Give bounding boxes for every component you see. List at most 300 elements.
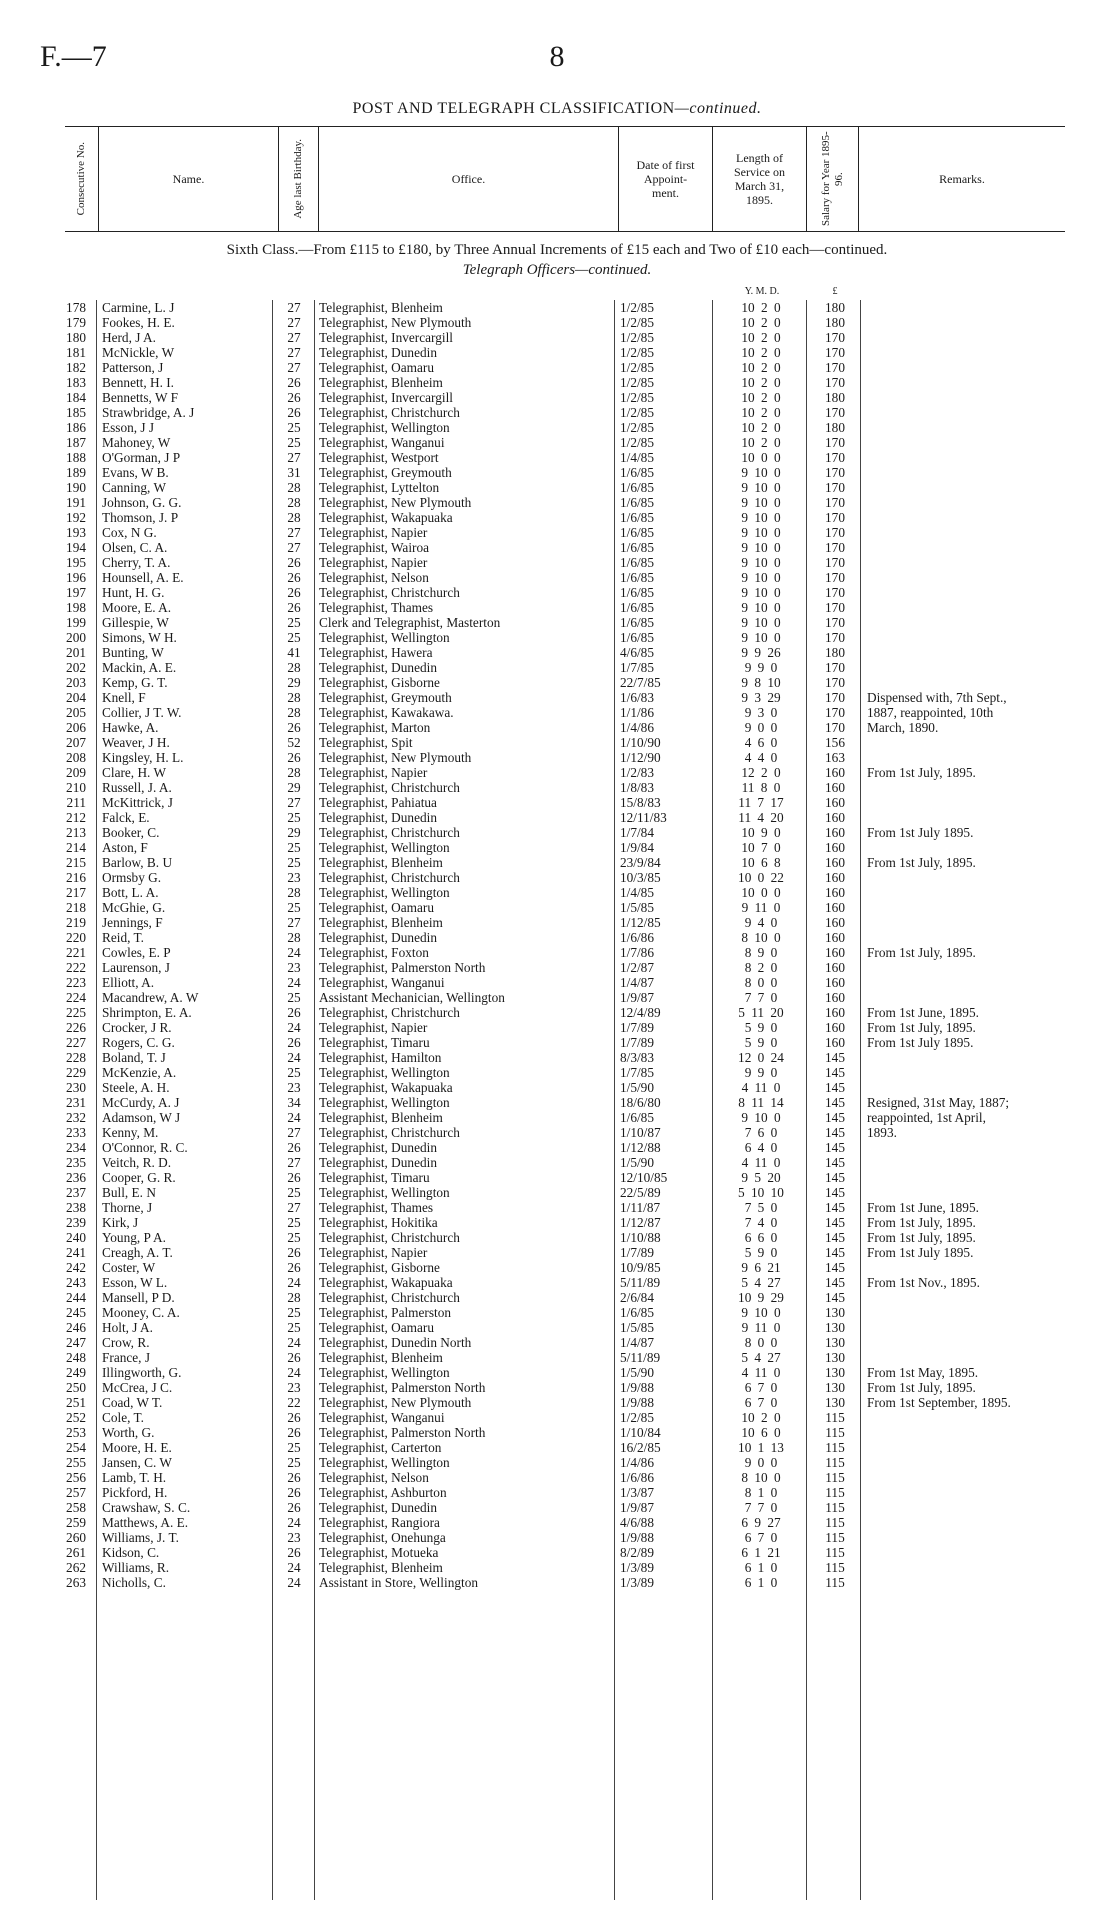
row-office: Telegraphist, Blenheim bbox=[319, 855, 443, 870]
header-remarks-label: Remarks. bbox=[939, 172, 985, 186]
row-service: 5 11 20 bbox=[738, 1005, 784, 1020]
row-salary: 145 bbox=[825, 1095, 845, 1110]
row-date: 1/6/85 bbox=[620, 465, 654, 480]
row-service: 10 2 0 bbox=[741, 315, 781, 330]
table-row bbox=[0, 1350, 1114, 1365]
row-date: 12/4/89 bbox=[620, 1005, 661, 1020]
row-date: 1/4/85 bbox=[620, 885, 654, 900]
row-office: Telegraphist, Dunedin bbox=[319, 660, 437, 675]
row-office: Telegraphist, Blenheim bbox=[319, 375, 443, 390]
row-name: Esson, J J bbox=[102, 420, 155, 435]
row-office: Telegraphist, Napier bbox=[319, 1020, 428, 1035]
row-number: 221 bbox=[66, 945, 86, 960]
row-name: Collier, J T. W. bbox=[102, 705, 182, 720]
row-office: Telegraphist, Oamaru bbox=[319, 900, 435, 915]
row-number: 202 bbox=[66, 660, 86, 675]
row-name: France, J bbox=[102, 1350, 150, 1365]
row-office: Telegraphist, Dunedin bbox=[319, 1155, 437, 1170]
row-date: 1/10/87 bbox=[620, 1125, 661, 1140]
row-office: Assistant Mechanician, Wellington bbox=[319, 990, 505, 1005]
row-name: Booker, C. bbox=[102, 825, 160, 840]
row-service: 9 10 0 bbox=[741, 510, 781, 525]
row-age: 25 bbox=[287, 1440, 301, 1455]
table-row bbox=[0, 795, 1114, 810]
row-office: Telegraphist, Westport bbox=[319, 450, 439, 465]
row-salary: 145 bbox=[825, 1185, 845, 1200]
table-row bbox=[0, 1545, 1114, 1560]
row-salary: 160 bbox=[825, 870, 845, 885]
row-date: 1/6/85 bbox=[620, 630, 654, 645]
row-office: Telegraphist, Motueka bbox=[319, 1545, 439, 1560]
table-row bbox=[0, 765, 1114, 780]
row-age: 27 bbox=[287, 1155, 301, 1170]
table-row bbox=[0, 1335, 1114, 1350]
row-age: 25 bbox=[287, 1320, 301, 1335]
row-number: 189 bbox=[66, 465, 86, 480]
table-row bbox=[0, 1275, 1114, 1290]
row-number: 232 bbox=[66, 1110, 86, 1125]
row-age: 25 bbox=[287, 630, 301, 645]
row-salary: 115 bbox=[825, 1485, 845, 1500]
row-office: Telegraphist, Wellington bbox=[319, 1185, 450, 1200]
row-service: 9 9 26 bbox=[741, 645, 781, 660]
table-row bbox=[0, 480, 1114, 495]
row-age: 26 bbox=[287, 405, 301, 420]
table-row bbox=[0, 1515, 1114, 1530]
row-age: 28 bbox=[287, 705, 301, 720]
row-date: 1/4/85 bbox=[620, 450, 654, 465]
row-salary: 170 bbox=[825, 690, 845, 705]
table-row bbox=[0, 990, 1114, 1005]
row-number: 248 bbox=[66, 1350, 86, 1365]
row-service: 9 10 0 bbox=[741, 495, 781, 510]
row-salary: 170 bbox=[825, 495, 845, 510]
row-office: Telegraphist, Palmerston North bbox=[319, 1425, 486, 1440]
row-office: Telegraphist, Dunedin bbox=[319, 1140, 437, 1155]
row-date: 1/2/85 bbox=[620, 405, 654, 420]
row-number: 231 bbox=[66, 1095, 86, 1110]
row-name: Coad, W T. bbox=[102, 1395, 163, 1410]
row-salary: 170 bbox=[825, 615, 845, 630]
row-salary: 170 bbox=[825, 600, 845, 615]
row-number: 253 bbox=[66, 1425, 86, 1440]
row-name: Adamson, W J bbox=[102, 1110, 181, 1125]
units-salary: £ bbox=[832, 286, 838, 297]
row-name: Canning, W bbox=[102, 480, 167, 495]
table-row bbox=[0, 1170, 1114, 1185]
row-age: 27 bbox=[287, 450, 301, 465]
table-row bbox=[0, 1080, 1114, 1095]
row-office: Telegraphist, Gisborne bbox=[319, 1260, 440, 1275]
row-age: 26 bbox=[287, 720, 301, 735]
header-age-label: Age last Birthday. bbox=[292, 139, 304, 219]
row-name: Thomson, J. P bbox=[102, 510, 179, 525]
row-age: 26 bbox=[287, 1140, 301, 1155]
table-row bbox=[0, 1140, 1114, 1155]
row-office: Telegraphist, New Plymouth bbox=[319, 495, 472, 510]
class-heading: Sixth Class.—From £115 to £180, by Three Annual Increments of £15 each and Two of £10 each—continued. bbox=[226, 242, 888, 258]
row-service: 8 9 0 bbox=[744, 945, 778, 960]
table-row bbox=[0, 1065, 1114, 1080]
table-row bbox=[0, 1260, 1114, 1275]
row-salary: 170 bbox=[825, 705, 845, 720]
row-service: 9 10 0 bbox=[741, 540, 781, 555]
row-office: Telegraphist, Dunedin bbox=[319, 1500, 437, 1515]
row-number: 244 bbox=[66, 1290, 86, 1305]
row-service: 5 4 27 bbox=[741, 1350, 781, 1365]
row-age: 28 bbox=[287, 690, 301, 705]
row-name: Pickford, H. bbox=[102, 1485, 168, 1500]
row-name: Bennett, H. I. bbox=[102, 375, 175, 390]
row-service: 4 11 0 bbox=[741, 1365, 781, 1380]
row-date: 10/3/85 bbox=[620, 870, 661, 885]
row-number: 188 bbox=[66, 450, 86, 465]
row-number: 198 bbox=[66, 600, 86, 615]
row-service: 9 0 0 bbox=[744, 1455, 778, 1470]
row-date: 1/7/89 bbox=[620, 1020, 654, 1035]
row-number: 247 bbox=[66, 1335, 86, 1350]
row-number: 187 bbox=[66, 435, 86, 450]
row-age: 26 bbox=[287, 750, 301, 765]
row-age: 25 bbox=[287, 840, 301, 855]
row-date: 1/6/85 bbox=[620, 555, 654, 570]
row-number: 194 bbox=[66, 540, 86, 555]
row-service: 4 6 0 bbox=[744, 735, 778, 750]
row-age: 24 bbox=[287, 1515, 301, 1530]
row-office: Telegraphist, Christchurch bbox=[319, 1290, 460, 1305]
row-salary: 160 bbox=[825, 915, 845, 930]
row-age: 24 bbox=[287, 1020, 301, 1035]
row-number: 251 bbox=[66, 1395, 86, 1410]
row-age: 25 bbox=[287, 420, 301, 435]
row-age: 27 bbox=[287, 525, 301, 540]
row-service: 6 7 0 bbox=[744, 1380, 778, 1395]
row-office: Telegraphist, Wellington bbox=[319, 885, 450, 900]
row-salary: 170 bbox=[825, 540, 845, 555]
row-date: 1/11/87 bbox=[620, 1200, 661, 1215]
row-age: 24 bbox=[287, 1575, 301, 1590]
row-date: 5/11/89 bbox=[620, 1350, 661, 1365]
row-service: 10 2 0 bbox=[741, 390, 781, 405]
row-office: Telegraphist, Napier bbox=[319, 525, 428, 540]
row-name: Cooper, G. R. bbox=[102, 1170, 176, 1185]
row-name: Cole, T. bbox=[102, 1410, 144, 1425]
table-row bbox=[0, 930, 1114, 945]
row-age: 23 bbox=[287, 870, 301, 885]
row-age: 24 bbox=[287, 1335, 301, 1350]
row-service: 9 5 20 bbox=[741, 1170, 781, 1185]
row-salary: 160 bbox=[825, 990, 845, 1005]
row-number: 234 bbox=[66, 1140, 86, 1155]
row-salary: 170 bbox=[825, 450, 845, 465]
row-name: Mansell, P D. bbox=[102, 1290, 175, 1305]
row-number: 214 bbox=[66, 840, 86, 855]
row-number: 210 bbox=[66, 780, 86, 795]
table-row bbox=[0, 720, 1114, 735]
row-number: 260 bbox=[66, 1530, 86, 1545]
row-service: 8 0 0 bbox=[744, 1335, 778, 1350]
row-number: 212 bbox=[66, 810, 86, 825]
table-row bbox=[0, 1380, 1114, 1395]
row-name: Laurenson, J bbox=[102, 960, 170, 975]
table-row bbox=[0, 1485, 1114, 1500]
row-office: Telegraphist, Wellington bbox=[319, 1455, 450, 1470]
table-row bbox=[0, 1095, 1114, 1110]
row-office: Telegraphist, Wellington bbox=[319, 1065, 450, 1080]
row-date: 1/2/85 bbox=[620, 360, 654, 375]
table-row bbox=[0, 375, 1114, 390]
row-name: Young, P A. bbox=[102, 1230, 166, 1245]
row-name: Shrimpton, E. A. bbox=[102, 1005, 192, 1020]
row-salary: 160 bbox=[825, 930, 845, 945]
row-service: 5 10 10 bbox=[738, 1185, 784, 1200]
row-service: 11 4 20 bbox=[738, 810, 784, 825]
row-salary: 115 bbox=[825, 1545, 845, 1560]
row-office: Telegraphist, Timaru bbox=[319, 1170, 430, 1185]
row-office: Telegraphist, Timaru bbox=[319, 1035, 430, 1050]
row-salary: 170 bbox=[825, 585, 845, 600]
row-date: 23/9/84 bbox=[620, 855, 661, 870]
row-remarks: 1893. bbox=[867, 1125, 897, 1140]
row-office: Telegraphist, Christchurch bbox=[319, 780, 460, 795]
row-remarks: reappointed, 1st April, bbox=[867, 1110, 986, 1125]
row-office: Telegraphist, Wakapuaka bbox=[319, 1275, 453, 1290]
row-name: Kenny, M. bbox=[102, 1125, 159, 1140]
row-name: Ormsby G. bbox=[102, 870, 162, 885]
row-number: 211 bbox=[66, 795, 86, 810]
row-number: 218 bbox=[66, 900, 86, 915]
row-office: Telegraphist, Wakapuaka bbox=[319, 1080, 453, 1095]
row-service: 9 9 0 bbox=[744, 1065, 778, 1080]
row-office: Telegraphist, Hamilton bbox=[319, 1050, 442, 1065]
row-number: 257 bbox=[66, 1485, 86, 1500]
row-name: McGhie, G. bbox=[102, 900, 166, 915]
row-date: 1/2/85 bbox=[620, 375, 654, 390]
row-service: 10 2 0 bbox=[741, 345, 781, 360]
row-date: 1/5/90 bbox=[620, 1155, 654, 1170]
row-age: 27 bbox=[287, 1125, 301, 1140]
row-remarks: From 1st June, 1895. bbox=[867, 1005, 979, 1020]
row-number: 256 bbox=[66, 1470, 86, 1485]
table-row bbox=[0, 1560, 1114, 1575]
row-salary: 130 bbox=[825, 1365, 845, 1380]
row-office: Telegraphist, Christchurch bbox=[319, 585, 460, 600]
row-salary: 145 bbox=[825, 1155, 845, 1170]
row-age: 26 bbox=[287, 570, 301, 585]
table-row bbox=[0, 1110, 1114, 1125]
row-age: 23 bbox=[287, 1380, 301, 1395]
table-row bbox=[0, 330, 1114, 345]
row-salary: 156 bbox=[825, 735, 845, 750]
row-salary: 115 bbox=[825, 1560, 845, 1575]
row-service: 10 2 0 bbox=[741, 405, 781, 420]
row-office: Telegraphist, Christchurch bbox=[319, 825, 460, 840]
title-suffix: —continued. bbox=[674, 100, 762, 117]
row-date: 1/2/85 bbox=[620, 390, 654, 405]
row-name: Fookes, H. E. bbox=[102, 315, 175, 330]
table-row bbox=[0, 960, 1114, 975]
table-row bbox=[0, 570, 1114, 585]
row-remarks: From 1st September, 1895. bbox=[867, 1395, 1011, 1410]
row-number: 242 bbox=[66, 1260, 86, 1275]
header-salary-label: Salary for Year 1895-96. bbox=[819, 131, 845, 227]
table-row bbox=[0, 1470, 1114, 1485]
row-remarks: From 1st July, 1895. bbox=[867, 1215, 976, 1230]
row-remarks: From 1st July 1895. bbox=[867, 1035, 974, 1050]
sub-heading-text: Telegraph Officers—continued. bbox=[462, 262, 652, 278]
row-salary: 160 bbox=[825, 1020, 845, 1035]
row-date: 2/6/84 bbox=[620, 1290, 654, 1305]
row-salary: 163 bbox=[825, 750, 845, 765]
page-identifier: F.—7 bbox=[40, 40, 107, 73]
row-date: 1/9/87 bbox=[620, 990, 654, 1005]
row-date: 22/5/89 bbox=[620, 1185, 661, 1200]
table-row bbox=[0, 345, 1114, 360]
row-date: 22/7/85 bbox=[620, 675, 661, 690]
row-service: 6 4 0 bbox=[744, 1140, 778, 1155]
row-service: 4 11 0 bbox=[741, 1155, 781, 1170]
table-row bbox=[0, 1290, 1114, 1305]
row-salary: 170 bbox=[825, 570, 845, 585]
row-service: 7 5 0 bbox=[744, 1200, 778, 1215]
row-name: Reid, T. bbox=[102, 930, 144, 945]
row-age: 34 bbox=[287, 1095, 301, 1110]
row-salary: 115 bbox=[825, 1500, 845, 1515]
table-row bbox=[0, 1185, 1114, 1200]
row-name: Jennings, F bbox=[102, 915, 163, 930]
row-service: 11 7 17 bbox=[738, 795, 784, 810]
header-date bbox=[619, 127, 713, 231]
row-age: 28 bbox=[287, 510, 301, 525]
table-row bbox=[0, 1005, 1114, 1020]
row-date: 1/7/89 bbox=[620, 1035, 654, 1050]
row-service: 8 10 0 bbox=[741, 930, 781, 945]
row-name: Elliott, A. bbox=[102, 975, 155, 990]
row-office: Telegraphist, Napier bbox=[319, 765, 428, 780]
row-number: 185 bbox=[66, 405, 86, 420]
row-name: Crow, R. bbox=[102, 1335, 150, 1350]
row-service: 7 7 0 bbox=[744, 1500, 778, 1515]
row-service: 10 0 22 bbox=[738, 870, 784, 885]
row-salary: 170 bbox=[825, 660, 845, 675]
row-number: 195 bbox=[66, 555, 86, 570]
row-date: 4/6/88 bbox=[620, 1515, 654, 1530]
row-office: Telegraphist, Palmerston bbox=[319, 1305, 452, 1320]
row-office: Telegraphist, Oamaru bbox=[319, 1320, 435, 1335]
row-date: 1/6/85 bbox=[620, 600, 654, 615]
row-office: Telegraphist, Invercargill bbox=[319, 390, 453, 405]
row-date: 1/6/85 bbox=[620, 1110, 654, 1125]
row-service: 10 2 0 bbox=[741, 300, 781, 315]
row-number: 190 bbox=[66, 480, 86, 495]
table-row bbox=[0, 1245, 1114, 1260]
row-salary: 170 bbox=[825, 345, 845, 360]
table-row bbox=[0, 855, 1114, 870]
row-remarks: From 1st July, 1895. bbox=[867, 945, 976, 960]
row-date: 1/6/85 bbox=[620, 480, 654, 495]
row-office: Telegraphist, Greymouth bbox=[319, 690, 452, 705]
row-number: 226 bbox=[66, 1020, 86, 1035]
row-salary: 115 bbox=[825, 1425, 845, 1440]
row-number: 241 bbox=[66, 1245, 86, 1260]
row-number: 235 bbox=[66, 1155, 86, 1170]
header-length bbox=[713, 127, 807, 231]
row-office: Telegraphist, Rangiora bbox=[319, 1515, 440, 1530]
table-row bbox=[0, 1455, 1114, 1470]
header-name-label: Name. bbox=[172, 172, 205, 186]
row-office: Telegraphist, Nelson bbox=[319, 570, 429, 585]
row-number: 183 bbox=[66, 375, 86, 390]
row-salary: 130 bbox=[825, 1380, 845, 1395]
row-date: 1/9/88 bbox=[620, 1395, 654, 1410]
row-age: 24 bbox=[287, 975, 301, 990]
row-office: Telegraphist, Thames bbox=[319, 1200, 434, 1215]
row-remarks: Dispensed with, 7th Sept., bbox=[867, 690, 1007, 705]
row-salary: 180 bbox=[825, 300, 845, 315]
row-number: 186 bbox=[66, 420, 86, 435]
table-row bbox=[0, 1125, 1114, 1140]
row-date: 1/12/88 bbox=[620, 1140, 661, 1155]
row-salary: 170 bbox=[825, 675, 845, 690]
table-row bbox=[0, 690, 1114, 705]
table-row bbox=[0, 1425, 1114, 1440]
row-salary: 160 bbox=[825, 885, 845, 900]
row-remarks: Resigned, 31st May, 1887; bbox=[867, 1095, 1010, 1110]
row-office: Telegraphist, Dunedin bbox=[319, 345, 437, 360]
row-name: Cox, N G. bbox=[102, 525, 157, 540]
row-salary: 160 bbox=[825, 840, 845, 855]
row-service: 8 2 0 bbox=[744, 960, 778, 975]
table-row bbox=[0, 540, 1114, 555]
row-office: Telegraphist, Kawakawa. bbox=[319, 705, 454, 720]
row-name: Jansen, C. W bbox=[102, 1455, 172, 1470]
row-office: Telegraphist, Blenheim bbox=[319, 915, 443, 930]
row-service: 12 0 24 bbox=[738, 1050, 784, 1065]
row-service: 5 4 27 bbox=[741, 1275, 781, 1290]
row-name: Nicholls, C. bbox=[102, 1575, 166, 1590]
row-age: 24 bbox=[287, 1560, 301, 1575]
row-name: Clare, H. W bbox=[102, 765, 167, 780]
row-name: Bennetts, W F bbox=[102, 390, 178, 405]
row-office: Telegraphist, Onehunga bbox=[319, 1530, 446, 1545]
row-office: Telegraphist, Foxton bbox=[319, 945, 429, 960]
row-service: 6 9 27 bbox=[741, 1515, 781, 1530]
row-office: Telegraphist, Palmerston North bbox=[319, 960, 486, 975]
row-office: Telegraphist, Invercargill bbox=[319, 330, 453, 345]
row-service: 9 10 0 bbox=[741, 1305, 781, 1320]
row-date: 1/9/88 bbox=[620, 1530, 654, 1545]
row-number: 216 bbox=[66, 870, 86, 885]
row-office: Telegraphist, Wellington bbox=[319, 1095, 450, 1110]
row-service: 9 4 0 bbox=[744, 915, 778, 930]
row-remarks: From 1st July, 1895. bbox=[867, 1020, 976, 1035]
row-date: 1/6/83 bbox=[620, 690, 654, 705]
table-row bbox=[0, 705, 1114, 720]
row-date: 1/4/87 bbox=[620, 975, 654, 990]
row-name: Simons, W H. bbox=[102, 630, 177, 645]
row-date: 1/6/86 bbox=[620, 930, 654, 945]
row-date: 4/6/85 bbox=[620, 645, 654, 660]
row-age: 26 bbox=[287, 375, 301, 390]
row-age: 25 bbox=[287, 900, 301, 915]
row-age: 27 bbox=[287, 1200, 301, 1215]
row-service: 10 9 29 bbox=[738, 1290, 784, 1305]
sub-heading bbox=[0, 262, 1114, 279]
row-name: Johnson, G. G. bbox=[102, 495, 182, 510]
row-salary: 145 bbox=[825, 1065, 845, 1080]
row-service: 10 9 0 bbox=[741, 825, 781, 840]
row-salary: 170 bbox=[825, 525, 845, 540]
